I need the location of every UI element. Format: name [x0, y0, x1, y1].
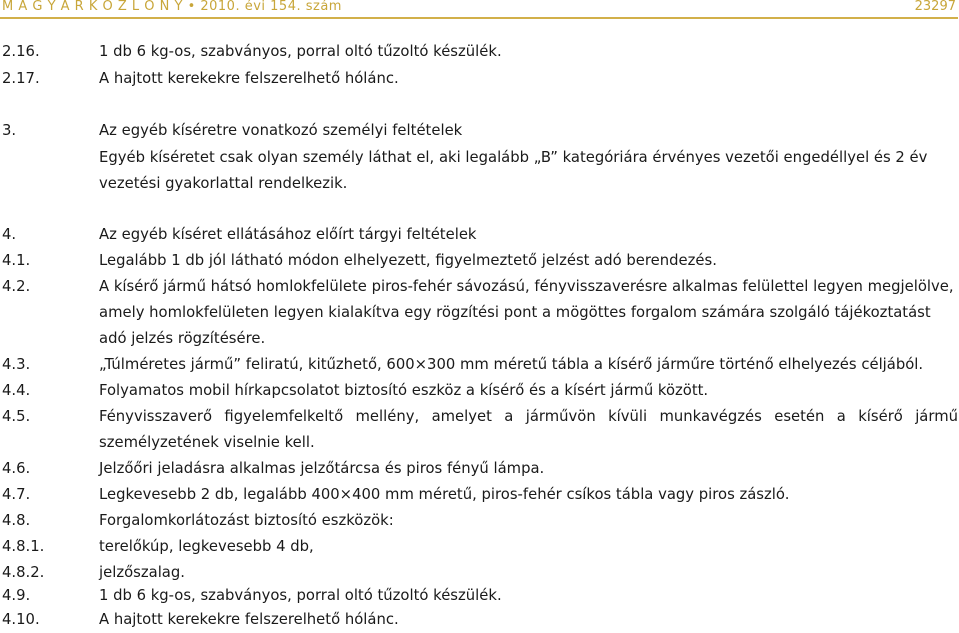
item-4-7: [2, 482, 958, 508]
section-3-heading: [2, 118, 958, 144]
section-number: 4.: [2, 226, 17, 243]
item-number: 4.8.: [2, 512, 31, 529]
item-number: 4.8.2.: [2, 564, 45, 581]
running-title: M A G Y A R K Ö Z L Ö N Y • 2010. évi 154. szám: [2, 0, 342, 14]
item-text: „Túlméretes jármű” feliratú, kitűzhető, 600×300 mm méretű tábla a kísérő járműre történő elhelyezés céljából.: [99, 356, 924, 373]
item-text: A hajtott kerekekre felszerelhető hólánc.: [99, 611, 399, 628]
item-4-2: [2, 274, 958, 352]
page-number: 23297: [914, 0, 956, 14]
item-number: 4.2.: [2, 278, 31, 295]
section-title: Az egyéb kíséret ellátásához előírt tárgyi feltételek: [99, 226, 477, 243]
item-text: 1 db 6 kg-os, szabványos, porral oltó tűzoltó készülék.: [99, 587, 502, 604]
item-text: Folyamatos mobil hírkapcsolatot biztosító eszköz a kísérő és a kísért jármű között.: [99, 382, 709, 399]
item-text: terelőkúp, legkevesebb 4 db,: [99, 538, 314, 555]
paragraph-text: Egyéb kíséretet csak olyan személy láthat el, aki legalább „B” kategóriára érvényes vezetői engedéllyel és 2 év vezetési gyakorlattal rendelkezik.: [99, 149, 928, 192]
item-number: 2.17.: [2, 70, 40, 87]
item-4-8: [2, 508, 958, 534]
item-number: 4.5.: [2, 408, 31, 425]
item-4-5: [2, 404, 958, 456]
header-rule: [0, 17, 958, 19]
item-2-16: [2, 39, 958, 65]
item-number: 4.3.: [2, 356, 31, 373]
item-number: 4.10.: [2, 611, 40, 628]
section-number: 3.: [2, 122, 17, 139]
item-number: 4.9.: [2, 587, 31, 604]
item-text: jelzőszalag.: [99, 564, 185, 581]
item-text: Jelzőőri jeladásra alkalmas jelzőtárcsa és piros fényű lámpa.: [99, 460, 545, 477]
item-4-1: [2, 248, 958, 274]
item-number: 4.6.: [2, 460, 31, 477]
item-number: 4.4.: [2, 382, 31, 399]
section-3-paragraph: [2, 145, 958, 197]
item-number: 4.1.: [2, 252, 31, 269]
item-4-9: [2, 583, 958, 609]
item-text: Legalább 1 db jól látható módon elhelyezett, figyelmeztető jelzést adó berendezés.: [99, 252, 717, 269]
item-2-17: [2, 66, 958, 92]
item-4-8-1: [2, 534, 958, 560]
section-title: Az egyéb kíséretre vonatkozó személyi feltételek: [99, 122, 463, 139]
item-text: Legkevesebb 2 db, legalább 400×400 mm méretű, piros-fehér csíkos tábla vagy piros zászló.: [99, 486, 790, 503]
item-4-4: [2, 378, 958, 404]
item-text: Forgalomkorlátozást biztosító eszközök:: [99, 512, 394, 529]
section-4-heading: [2, 222, 958, 248]
item-number: 4.8.1.: [2, 538, 45, 555]
item-4-10: [2, 607, 958, 633]
item-4-3: [2, 352, 958, 378]
item-number: 4.7.: [2, 486, 31, 503]
item-4-6: [2, 456, 958, 482]
page-header: [0, 0, 958, 18]
item-text: 1 db 6 kg-os, szabványos, porral oltó tűzoltó készülék.: [99, 43, 502, 60]
item-number: 2.16.: [2, 43, 40, 60]
item-text: A kísérő jármű hátsó homlokfelülete piros-fehér sávozású, fényvisszaverésre alkalmas felülettel legyen megjelölve, amely homlokfelületen legyen kialakítva egy rögzítési pont a mögöttes forgalom számára szolgáló tájékoztatást adó jelzés rögzítésére.: [99, 278, 954, 347]
item-text: A hajtott kerekekre felszerelhető hólánc.: [99, 70, 399, 87]
item-text: Fényvisszaverő figyelemfelkeltő mellény, amelyet a járművön kívüli munkavégzés esetén a kísérő jármű személyzetének viselnie kell.: [99, 408, 958, 451]
